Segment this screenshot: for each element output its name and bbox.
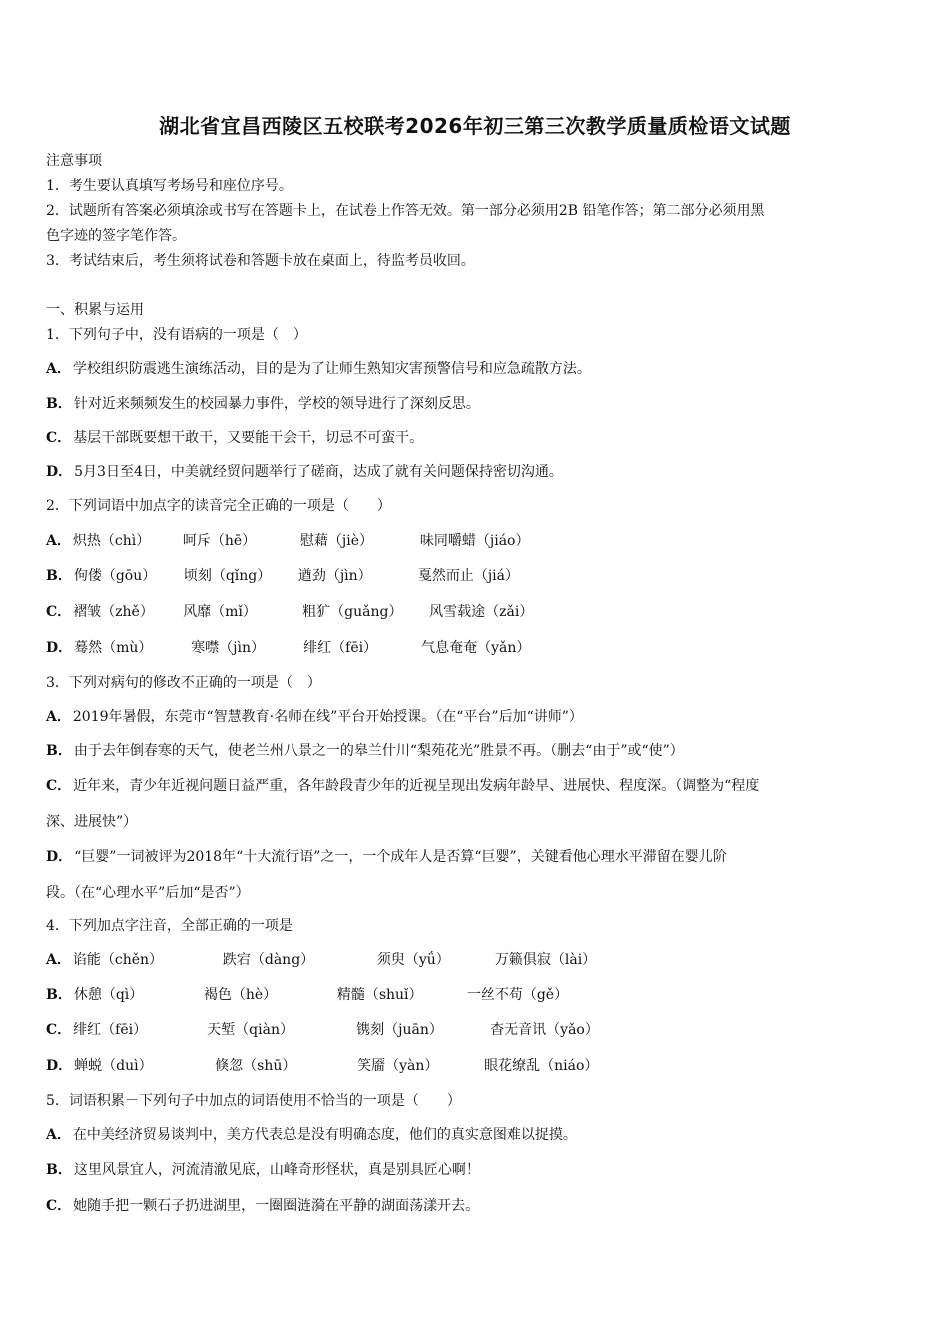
q3-option-c-text: 近年来，青少年近视问题日益严重，各年龄段青少年的近视呈现出发病年龄早、进展快、程度深。（调整为“程度: [73, 778, 760, 794]
q4-option-b: [46, 985, 908, 1005]
q5-option-b: [46, 1160, 908, 1180]
q1-option-b-text: 针对近来频频发生的校园暴力事件，学校的领导进行了深刻反思。: [73, 396, 480, 412]
q4-option-d: [46, 1056, 908, 1076]
q2-a-word-4: 味同嚼蜡（jiáo）: [419, 533, 530, 549]
q2-c-word-3: 粗犷（guǎng）: [302, 604, 403, 620]
notice-item-2: 2．试题所有答案必须填涂或书写在答题卡上，在试卷上作答无效。第一部分必须用2B 铅笔作答；第二部分必须用黑: [46, 203, 765, 219]
q4-a-word-2: 跌宕（dàng）: [222, 952, 315, 968]
q2-d-word-3: 绯红（fēi）: [303, 640, 378, 656]
option-letter: C．: [46, 604, 72, 620]
notice-item-2-cont: 色字迹的签字笔作答。: [46, 228, 186, 244]
q4-b-word-2: 褐色（hè）: [203, 987, 278, 1003]
q2-d-word-4: 气息奄奄（yǎn）: [421, 640, 531, 656]
q4-c-word-3: 镌刻（juān）: [356, 1022, 443, 1038]
option-letter: C．: [46, 1198, 72, 1214]
option-letter: B．: [46, 568, 72, 584]
option-letter: C．: [46, 430, 72, 446]
q4-option-a: [46, 950, 908, 970]
q3-option-d: [46, 847, 908, 867]
q1-option-a: [46, 359, 908, 379]
q3-option-a-text: 2019年暑假，东莞市“智慧教育·名师在线”平台开始授课。（在“平台”后加“讲师”）: [72, 709, 583, 725]
q1-option-a-text: 学校组织防震逃生演练活动，目的是为了让师生熟知灾害预警信号和应急疏散方法。: [72, 361, 591, 377]
q2-option-b: [46, 566, 908, 586]
q5-option-b-text: 这里风景宜人，河流清澈见底，山峰奇形怪状，真是别具匠心啊！: [73, 1162, 480, 1178]
q2-option-a: [46, 531, 908, 551]
q2-c-word-2: 风靡（mǐ）: [183, 604, 257, 620]
option-letter: D．: [46, 640, 73, 656]
option-letter: D．: [46, 849, 73, 865]
q2-c-word-1: 褶皱（zhě）: [73, 604, 154, 620]
q5-option-c-text: 她随手把一颗石子扔进湖里，一圈圈涟漪在平静的湖面荡漾开去。: [73, 1198, 480, 1214]
q4-d-word-4: 眼花缭乱（niáo）: [484, 1058, 599, 1074]
q3-option-c-cont: 深、进展快”）: [46, 814, 138, 830]
q4-c-word-2: 天堑（qiàn）: [207, 1022, 294, 1038]
q3-option-c: [46, 776, 908, 796]
option-letter: A．: [46, 1127, 71, 1143]
q4-b-word-3: 精髓（shuǐ）: [336, 987, 423, 1003]
q3-option-d-cont: 段。（在“心理水平”后加“是否”）: [46, 885, 250, 901]
q4-d-word-2: 倏忽（shū）: [215, 1058, 297, 1074]
q4-option-c: [46, 1020, 908, 1040]
q2-a-word-1: 炽热（chì）: [72, 533, 151, 549]
q5-option-a: [46, 1125, 908, 1145]
page-title: 湖北省宜昌西陵区五校联考2026年初三第三次教学质量质检语文试题: [159, 114, 791, 138]
option-letter: B．: [46, 987, 72, 1003]
option-letter: B．: [46, 1162, 72, 1178]
q2-a-word-2: 呵斥（hē）: [182, 533, 257, 549]
q2-a-word-3: 慰藉（jiè）: [299, 533, 373, 549]
q1-option-d: [46, 462, 908, 482]
q4-c-word-4: 杳无音讯（yǎo）: [490, 1022, 599, 1038]
q2-b-word-1: 佝偻（gōu）: [73, 568, 157, 584]
option-letter: C．: [46, 1022, 72, 1038]
q4-a-word-3: 须臾（yǘ）: [376, 952, 450, 968]
option-letter: D．: [46, 464, 73, 480]
notice-item-3: 3．考试结束后，考生须将试卷和答题卡放在桌面上，待监考员收回。: [46, 253, 475, 269]
notice-heading: 注意事项: [46, 153, 102, 169]
q2-c-word-4: 风雪载途（zǎi）: [429, 604, 534, 620]
q2-option-d: [46, 638, 908, 658]
option-letter: A．: [46, 533, 71, 549]
q4-b-word-4: 一丝不苟（gě）: [466, 987, 569, 1003]
q3-option-a: [46, 707, 908, 727]
q2-b-word-3: 遒劲（jìn）: [297, 568, 372, 584]
q2-option-c: [46, 602, 908, 622]
notice-item-1: 1．考生要认真填写考场号和座位序号。: [46, 178, 293, 194]
q4-d-word-3: 笑靥（yàn）: [357, 1058, 439, 1074]
q4-a-word-1: 谄能（chěn）: [72, 952, 164, 968]
q1-stem: 1．下列句子中，没有语病的一项是（ ）: [46, 327, 307, 343]
q2-b-word-4: 戛然而止（jiá）: [417, 568, 520, 584]
option-letter: D．: [46, 1058, 73, 1074]
q4-a-word-4: 万籁俱寂（lài）: [494, 952, 597, 968]
q5-stem: 5．词语积累－下列句子中加点的词语使用不恰当的一项是（ ）: [46, 1093, 461, 1109]
q1-option-c-text: 基层干部既要想干敢干，又要能干会干，切忌不可蛮干。: [73, 430, 424, 446]
q4-stem: 4．下列加点字注音，全部正确的一项是: [46, 918, 293, 934]
q3-option-b: [46, 741, 908, 761]
option-letter: C．: [46, 778, 72, 794]
q5-option-c: [46, 1196, 908, 1216]
q5-option-a-text: 在中美经济贸易谈判中，美方代表总是没有明确态度，他们的真实意图难以捉摸。: [72, 1127, 577, 1143]
q3-option-b-text: 由于去年倒春寒的天气，使老兰州八景之一的皋兰什川“梨苑花光”胜景不再。（删去“由于”或“使”）: [73, 743, 684, 759]
q1-option-c: [46, 428, 908, 448]
q4-b-word-1: 休憩（qì）: [73, 987, 144, 1003]
option-letter: A．: [46, 361, 71, 377]
q1-option-d-text: 5月3日至4日，中美就经贸问题举行了磋商，达成了就有关问题保持密切沟通。: [74, 464, 563, 480]
q2-d-word-2: 寒噤（jìn）: [191, 640, 265, 656]
q2-d-word-1: 蓦然（mù）: [74, 640, 153, 656]
q4-d-word-1: 蝉蜕（duì）: [74, 1058, 153, 1074]
q2-b-word-2: 顷刻（qǐng）: [183, 568, 272, 584]
q2-stem: 2．下列词语中加点字的读音完全正确的一项是（ ）: [46, 498, 391, 514]
option-letter: A．: [46, 709, 71, 725]
q4-c-word-1: 绯红（fēi）: [73, 1022, 148, 1038]
q3-stem: 3．下列对病句的修改不正确的一项是（ ）: [46, 675, 321, 691]
section-heading: 一、积累与运用: [46, 302, 144, 318]
q1-option-b: [46, 394, 908, 414]
option-letter: B．: [46, 743, 72, 759]
option-letter: B．: [46, 396, 72, 412]
q3-option-d-text: “巨婴”一词被评为2018年“十大流行语”之一，一个成年人是否算“巨婴”，关键看他心理水平滞留在婴儿阶: [74, 849, 727, 865]
option-letter: A．: [46, 952, 71, 968]
